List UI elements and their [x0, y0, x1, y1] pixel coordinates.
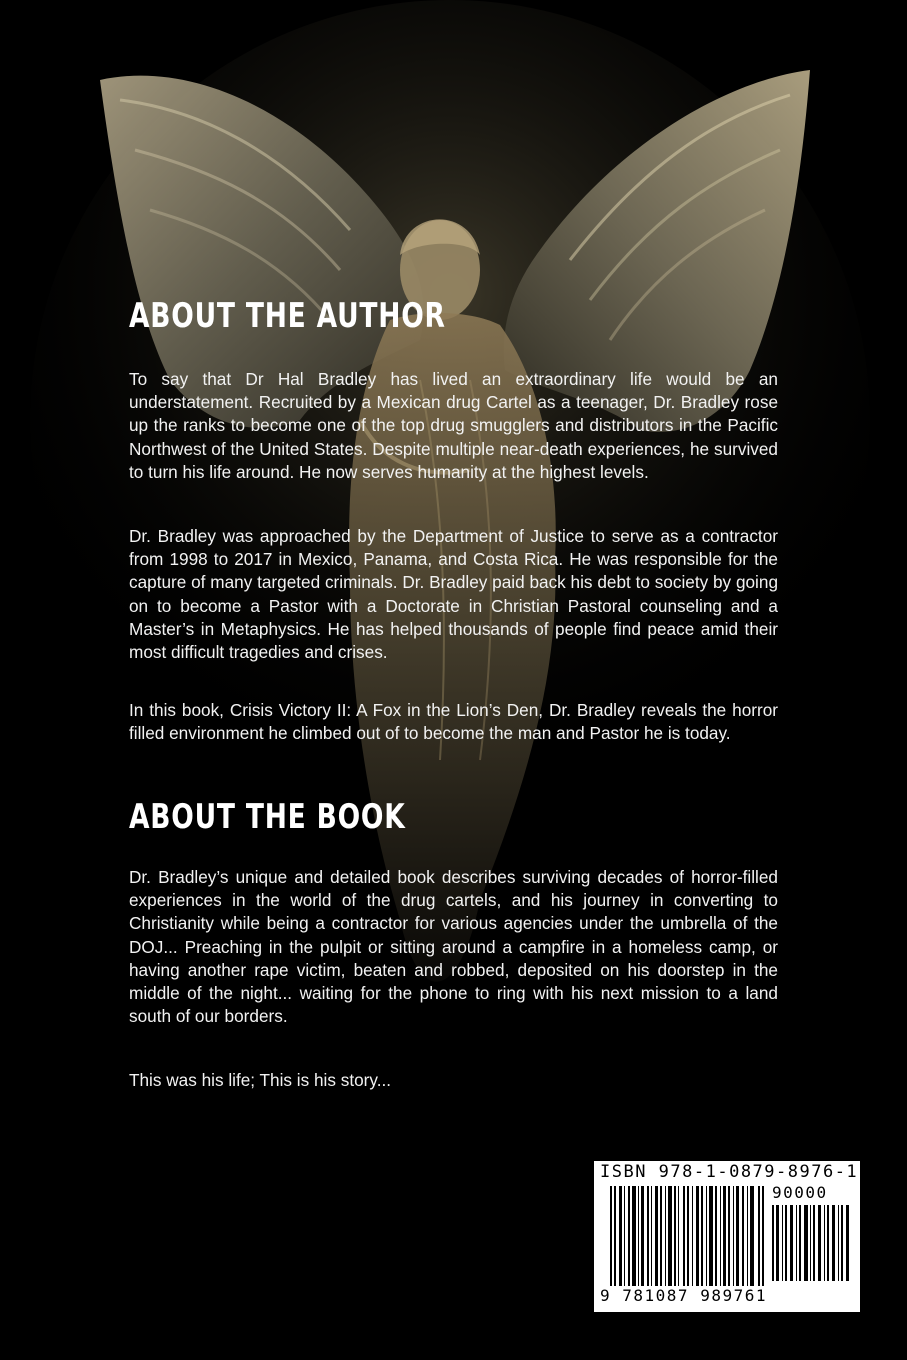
isbn-label: ISBN 978-1-0879-8976-1 — [600, 1162, 859, 1182]
author-paragraph-3: In this book, Crisis Victory II: A Fox in the Lion’s Den, Dr. Bradley reveals the horror filled environment he climbed out of to become the man and Pastor he is today. — [129, 700, 778, 744]
author-paragraph-1: To say that Dr Hal Bradley has lived an extraordinary life would be an understatement. Recruited by a Mexican drug Cartel as a teenager, Dr. Bradley rose up the ranks to become one of the top drug smugglers and distributors in the Pacific Northwest of the United States. Despite multiple near-death experiences, he survived to turn his life around. He now serves humanity at the highest levels. — [129, 369, 778, 482]
about-book-heading: ABOUT THE BOOK — [129, 797, 406, 837]
book-paragraph-2: This was his life; This is his story... — [129, 1070, 392, 1090]
book-paragraph-1: Dr. Bradley’s unique and detailed book describes surviving decades of horror-filled experiences in the world of the drug cartels, and his journey in converting to Christianity while being a contractor for various agencies under the umbrella of the DOJ... Preaching in the pulpit or sitting around a campfire in a homeless camp, or having another rape victim, beaten and robbed, deposited on his doorstep in the middle of the night... waiting for the phone to ring with his next mission to a land south of our borders. — [129, 867, 778, 1027]
isbn-barcode — [594, 1161, 860, 1312]
about-author-heading: ABOUT THE AUTHOR — [129, 296, 446, 336]
price-code: 90000 — [772, 1183, 828, 1202]
author-paragraph-2: Dr. Bradley was approached by the Department of Justice to serve as a contractor from 1998 to 2017 in Mexico, Panama, and Costa Rica. He was responsible for the capture of many targeted criminals. Dr. Bradley paid back his debt to society by going on to become a Pastor with a Doctorate in Christian Pastoral counseling and a Master’s in Metaphysics. He has helped thousands of people find peace amid their most difficult tragedies and crises. — [129, 526, 778, 663]
addon-bars — [772, 1205, 852, 1281]
ean-digits: 9 781087 989761 — [600, 1286, 767, 1305]
ean-bars — [610, 1186, 766, 1296]
